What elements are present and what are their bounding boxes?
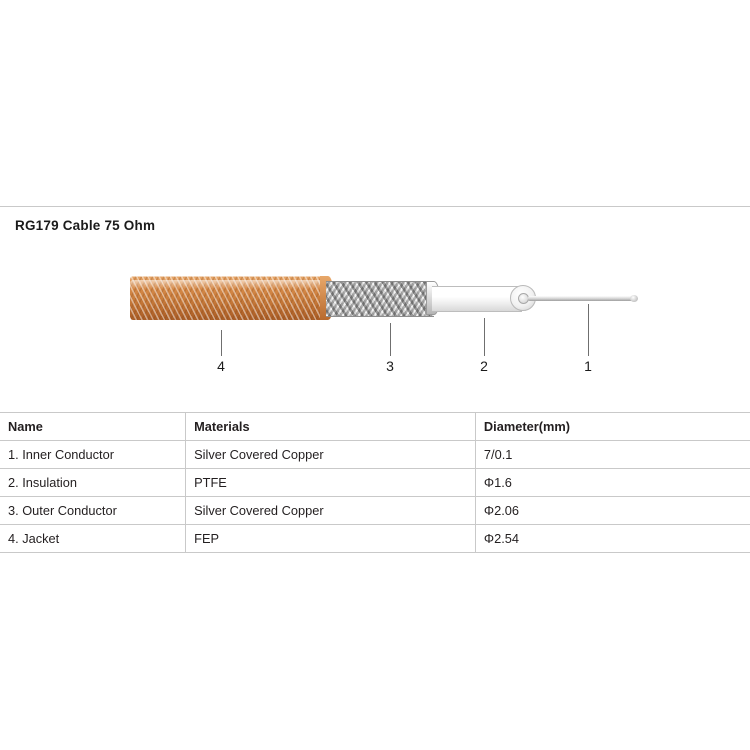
cell-materials: Silver Covered Copper: [186, 441, 476, 469]
leader-line-3: [390, 323, 391, 356]
callout-number-3: 3: [386, 358, 394, 374]
jacket-layer: [130, 276, 328, 320]
callout-number-1: 1: [584, 358, 592, 374]
cell-materials: FEP: [186, 525, 476, 553]
column-header-materials: Materials: [186, 413, 476, 441]
column-header-diameter: Diameter(mm): [475, 413, 750, 441]
page-title: RG179 Cable 75 Ohm: [15, 218, 156, 233]
inner-conductor-tip: [630, 295, 638, 302]
callout-number-2: 2: [480, 358, 488, 374]
cell-name: 1. Inner Conductor: [0, 441, 186, 469]
cell-name: 4. Jacket: [0, 525, 186, 553]
outer-conductor-layer: [326, 281, 434, 317]
column-header-name: Name: [0, 413, 186, 441]
cable-cutaway-drawing: [130, 268, 640, 328]
cell-name: 3. Outer Conductor: [0, 497, 186, 525]
inner-conductor-wire: [528, 296, 634, 301]
cell-diameter: Φ1.6: [475, 469, 750, 497]
specification-table: [0, 412, 750, 553]
cable-spec-sheet: [0, 206, 750, 546]
cell-materials: PTFE: [186, 469, 476, 497]
table-row: [0, 497, 750, 525]
cable-illustration: [0, 240, 750, 412]
title-bar: [0, 206, 750, 240]
cell-name: 2. Insulation: [0, 469, 186, 497]
leader-line-1: [588, 304, 589, 356]
cell-diameter: 7/0.1: [475, 441, 750, 469]
callout-number-4: 4: [217, 358, 225, 374]
table-row: [0, 525, 750, 553]
leader-line-4: [221, 330, 222, 356]
cell-diameter: Φ2.06: [475, 497, 750, 525]
cell-materials: Silver Covered Copper: [186, 497, 476, 525]
leader-line-2: [484, 318, 485, 356]
table-header-row: [0, 413, 750, 441]
table-row: [0, 441, 750, 469]
cell-diameter: Φ2.54: [475, 525, 750, 553]
insulation-layer: [432, 286, 522, 312]
table-row: [0, 469, 750, 497]
